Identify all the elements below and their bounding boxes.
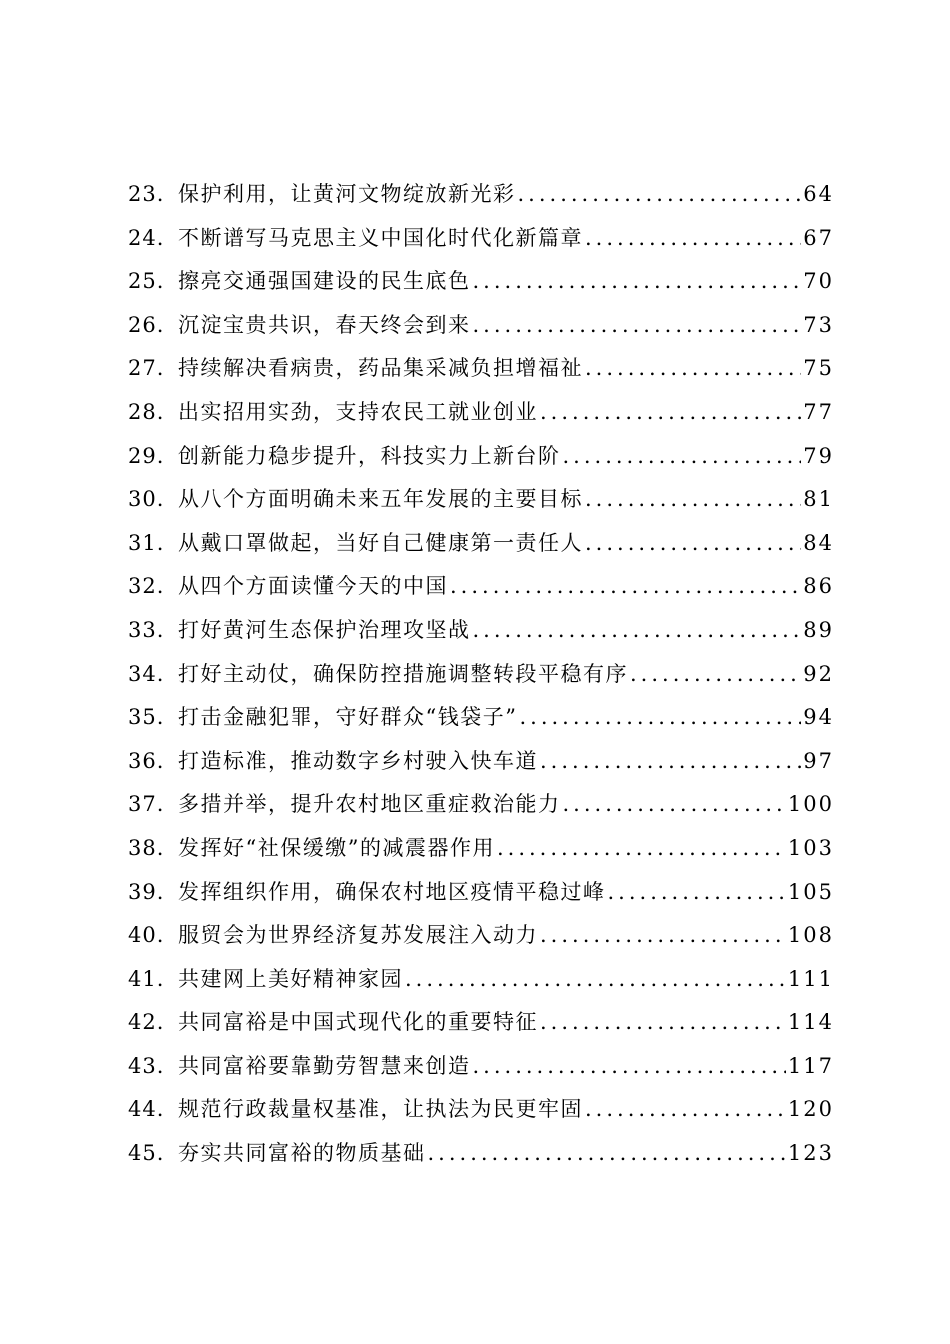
toc-entry-page-number: 120: [787, 1097, 834, 1122]
toc-entry-number: 41.: [128, 966, 165, 991]
toc-entry[interactable]: [128, 740, 834, 784]
toc-entry-title: 规范行政裁量权基准，让执法为民更牢固: [178, 1097, 583, 1122]
toc-entry-number: 40.: [128, 923, 165, 948]
toc-entry-page-number: 75: [803, 356, 834, 381]
toc-dot-leader: [518, 173, 802, 217]
toc-entry-number: 42.: [128, 1010, 165, 1035]
toc-entry[interactable]: [128, 565, 834, 609]
toc-dot-leader: [585, 347, 801, 391]
toc-dot-leader: [608, 871, 786, 915]
toc-dot-leader: [540, 914, 786, 958]
toc-entry[interactable]: [128, 609, 834, 653]
toc-entry-title: 打好黄河生态保护治理攻坚战: [178, 617, 471, 642]
toc-dot-leader: [563, 435, 802, 479]
toc-entry[interactable]: [128, 1132, 834, 1176]
toc-entry-page-number: 70: [803, 269, 834, 294]
toc-entry-title: 出实招用实劲，支持农民工就业创业: [178, 399, 538, 424]
toc-entry-number: 26.: [128, 312, 165, 337]
toc-entry-number: 34.: [128, 661, 165, 686]
toc-entry-number: 39.: [128, 879, 165, 904]
toc-entry[interactable]: [128, 696, 834, 740]
toc-dot-leader: [519, 696, 801, 740]
table-of-contents: [128, 173, 834, 1176]
toc-entry[interactable]: [128, 217, 834, 261]
toc-entry-page-number: 84: [803, 530, 834, 555]
toc-dot-leader: [473, 1045, 786, 1089]
toc-entry-number: 31.: [128, 530, 165, 555]
toc-dot-leader: [563, 783, 786, 827]
toc-entry-title: 持续解决看病贵，药品集采减负担增福祉: [178, 356, 583, 381]
toc-dot-leader: [585, 522, 801, 566]
toc-dot-leader: [405, 958, 786, 1002]
toc-entry-number: 38.: [128, 835, 165, 860]
toc-entry-title: 多措并举，提升农村地区重症救治能力: [178, 792, 561, 817]
toc-entry-page-number: 114: [787, 1010, 834, 1035]
toc-dot-leader: [540, 1001, 786, 1045]
toc-entry[interactable]: [128, 653, 834, 697]
toc-dot-leader: [428, 1132, 786, 1176]
toc-entry-number: 30.: [128, 487, 165, 512]
toc-entry-page-number: 97: [803, 748, 834, 773]
toc-entry-title: 发挥组织作用，确保农村地区疫情平稳过峰: [178, 879, 606, 904]
toc-entry-number: 28.: [128, 399, 165, 424]
toc-entry-title: 共建网上美好精神家园: [178, 966, 403, 991]
toc-entry-number: 43.: [128, 1053, 165, 1078]
toc-entry-number: 32.: [128, 574, 165, 599]
toc-entry[interactable]: [128, 1088, 834, 1132]
toc-entry[interactable]: [128, 914, 834, 958]
toc-entry[interactable]: [128, 1001, 834, 1045]
toc-entry-number: 33.: [128, 617, 165, 642]
toc-entry-title: 不断谱写马克思主义中国化时代化新篇章: [178, 225, 583, 250]
toc-entry-number: 37.: [128, 792, 165, 817]
toc-entry-page-number: 73: [803, 312, 834, 337]
toc-entry-page-number: 108: [787, 923, 834, 948]
toc-entry-page-number: 111: [787, 966, 834, 991]
toc-dot-leader: [540, 391, 801, 435]
toc-entry-title: 创新能力稳步提升，科技实力上新台阶: [178, 443, 561, 468]
toc-entry-number: 29.: [128, 443, 165, 468]
toc-entry-page-number: 89: [803, 617, 834, 642]
toc-entry-number: 23.: [128, 182, 165, 206]
toc-entry[interactable]: [128, 173, 834, 217]
toc-dot-leader: [473, 260, 802, 304]
toc-entry[interactable]: [128, 435, 834, 479]
toc-entry[interactable]: [128, 391, 834, 435]
toc-entry[interactable]: [128, 478, 834, 522]
toc-dot-leader: [585, 217, 801, 261]
toc-dot-leader: [630, 653, 801, 697]
toc-entry[interactable]: [128, 871, 834, 915]
toc-entry[interactable]: [128, 347, 834, 391]
toc-dot-leader: [585, 1088, 786, 1132]
toc-entry-title: 打击金融犯罪，守好群众“钱袋子”: [178, 705, 518, 730]
toc-entry-title: 夯实共同富裕的物质基础: [178, 1141, 426, 1166]
toc-entry-page-number: 67: [803, 225, 834, 250]
toc-entry[interactable]: [128, 304, 834, 348]
toc-entry[interactable]: [128, 522, 834, 566]
toc-entry-title: 从四个方面读懂今天的中国: [178, 574, 448, 599]
toc-entry-page-number: 79: [803, 443, 834, 468]
toc-entry-title: 打造标准，推动数字乡村驶入快车道: [178, 748, 538, 773]
toc-entry-number: 45.: [128, 1141, 165, 1166]
toc-entry[interactable]: [128, 827, 834, 871]
toc-entry-title: 从戴口罩做起，当好自己健康第一责任人: [178, 530, 583, 555]
toc-entry-title: 共同富裕要靠勤劳智慧来创造: [178, 1053, 471, 1078]
toc-entry-page-number: 94: [803, 705, 834, 730]
toc-entry[interactable]: [128, 783, 834, 827]
toc-entry-page-number: 123: [787, 1141, 834, 1166]
toc-dot-leader: [585, 478, 801, 522]
toc-dot-leader: [473, 304, 802, 348]
toc-entry-page-number: 81: [803, 487, 834, 512]
toc-entry[interactable]: [128, 958, 834, 1002]
toc-dot-leader: [540, 740, 801, 784]
toc-dot-leader: [450, 565, 801, 609]
toc-entry-page-number: 64: [803, 182, 834, 206]
toc-entry-number: 44.: [128, 1097, 165, 1122]
toc-entry-page-number: 105: [787, 879, 834, 904]
toc-dot-leader: [473, 609, 802, 653]
toc-entry-title: 保护利用，让黄河文物绽放新光彩: [178, 182, 516, 206]
toc-entry-number: 25.: [128, 269, 165, 294]
toc-entry-page-number: 86: [803, 574, 834, 599]
toc-entry-number: 27.: [128, 356, 165, 381]
toc-entry-page-number: 100: [787, 792, 834, 817]
toc-entry-page-number: 77: [803, 399, 834, 424]
toc-entry-title: 发挥好“社保缓缴”的减震器作用: [178, 835, 495, 860]
toc-entry-page-number: 117: [787, 1053, 834, 1078]
toc-entry-page-number: 92: [803, 661, 834, 686]
toc-entry[interactable]: [128, 1045, 834, 1089]
toc-entry-number: 24.: [128, 225, 165, 250]
toc-entry-number: 36.: [128, 748, 165, 773]
toc-entry-title: 擦亮交通强国建设的民生底色: [178, 269, 471, 294]
toc-entry-title: 共同富裕是中国式现代化的重要特征: [178, 1010, 538, 1035]
toc-entry-title: 服贸会为世界经济复苏发展注入动力: [178, 923, 538, 948]
toc-entry-title: 打好主动仗，确保防控措施调整转段平稳有序: [178, 661, 628, 686]
toc-entry-title: 沉淀宝贵共识，春天终会到来: [178, 312, 471, 337]
toc-entry-number: 35.: [128, 705, 165, 730]
toc-entry-page-number: 103: [787, 835, 834, 860]
toc-entry-title: 从八个方面明确未来五年发展的主要目标: [178, 487, 583, 512]
toc-dot-leader: [497, 827, 786, 871]
toc-entry[interactable]: [128, 260, 834, 304]
